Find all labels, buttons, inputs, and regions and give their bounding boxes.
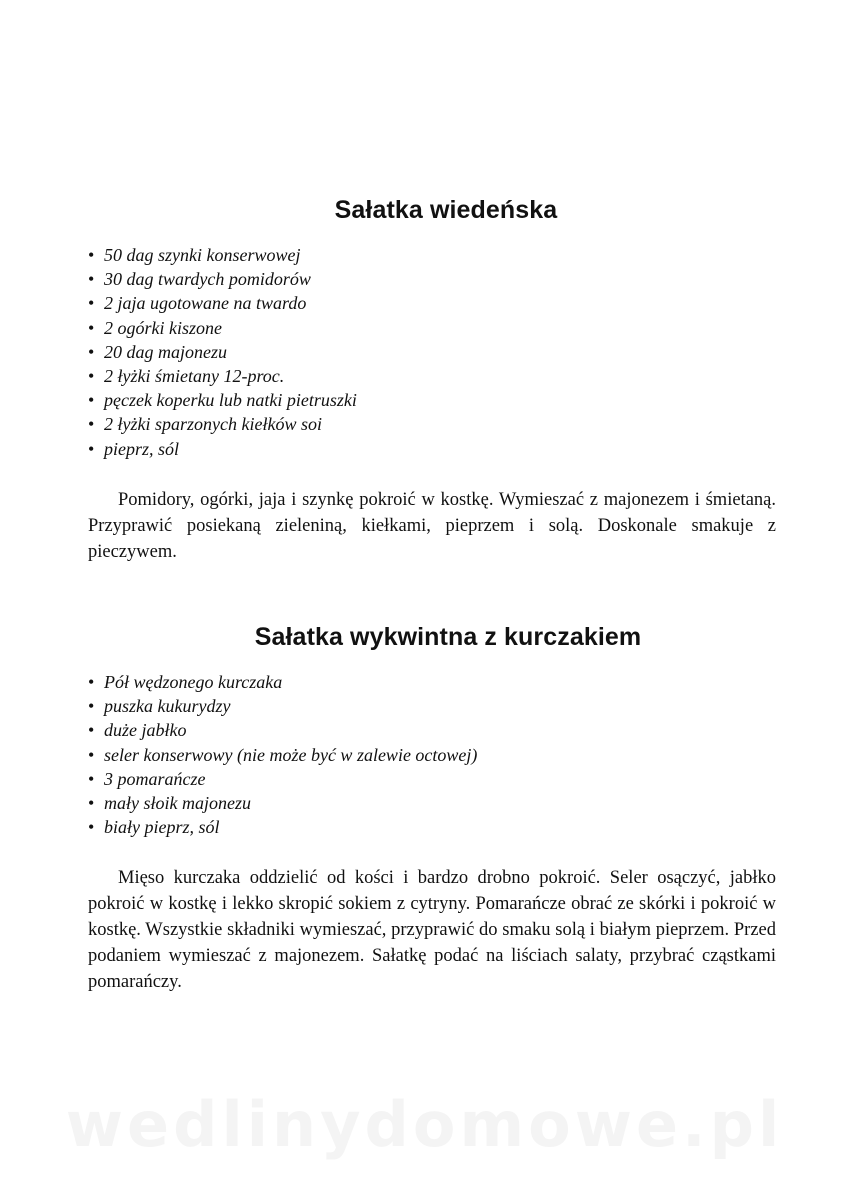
bullet-icon: • — [88, 414, 95, 435]
bullet-icon: • — [88, 438, 95, 459]
bullet-icon: • — [88, 672, 95, 692]
ingredient-item: • mały słoik majonezu — [88, 791, 788, 815]
bullet-icon: • — [88, 269, 95, 290]
ingredient-item: • pieprz, sól — [88, 437, 788, 461]
bullet-icon: • — [88, 390, 95, 411]
bullet-icon: • — [88, 366, 95, 387]
recipe-salatka-wiedenska — [88, 193, 788, 565]
ingredient-item: • puszka kukurydzy — [88, 694, 788, 718]
recipe-title: Sałatka wykwintna z kurczakiem — [254, 623, 642, 651]
bullet-icon: • — [88, 696, 95, 717]
ingredient-item: • biały pieprz, sól — [88, 815, 788, 839]
ingredient-item: • 30 dag twardych pomidorów — [88, 267, 788, 291]
ingredient-list — [88, 243, 788, 461]
recipe-method: Pomidory, ogórki, jaja i szynkę pokroić w kostkę. Wymieszać z majonezem i śmietaną. Przyprawić posiekaną zieleniną, kiełkami, pieprzem i solą. Doskonale smakuje z pieczywem. — [88, 489, 776, 562]
bullet-icon: • — [88, 793, 95, 814]
bullet-icon: • — [88, 817, 95, 838]
bullet-icon: • — [88, 317, 95, 338]
ingredient-item: • 2 łyżki sparzonych kiełków soi — [88, 412, 788, 436]
recipe-title: Sałatka wiedeńska — [334, 196, 558, 224]
recipe-salatka-wykwintna — [88, 620, 788, 995]
bullet-icon: • — [88, 744, 95, 765]
bullet-icon: • — [88, 341, 95, 362]
ingredient-item: • pęczek koperku lub natki pietruszki — [88, 388, 788, 412]
ingredient-item: • 50 dag szynki konserwowej — [88, 243, 788, 267]
recipe-method: Mięso kurczaka oddzielić od kości i bardzo drobno pokroić. Seler osączyć, jabłko pokroić w kostkę i lekko skropić sokiem z cytryny. Pomarańcze obrać ze skórki i pokroić w kostkę. Wszystkie składniki wymieszać, przyprawić do smaku solą i białym pieprzem. Przed podaniem wymieszać z majonezem. Sałatkę podać na liściach salaty, przybrać cząstkami pomarańczy. — [88, 868, 776, 993]
bullet-icon: • — [88, 245, 95, 265]
bullet-icon: • — [88, 720, 95, 741]
ingredient-item: • duże jabłko — [88, 718, 788, 742]
ingredient-item: • 20 dag majonezu — [88, 340, 788, 364]
ingredient-list — [88, 670, 788, 839]
ingredient-item: • 2 jaja ugotowane na twardo — [88, 291, 788, 315]
ingredient-item: • 2 ogórki kiszone — [88, 316, 788, 340]
bullet-icon: • — [88, 768, 95, 789]
watermark: wedlinydomowe.pl — [65, 1088, 784, 1161]
ingredient-item: • 2 łyżki śmietany 12-proc. — [88, 364, 788, 388]
bullet-icon: • — [88, 293, 95, 314]
ingredient-item: • seler konserwowy (nie może być w zalewie octowej) — [88, 743, 788, 767]
ingredient-item: • Pół wędzonego kurczaka — [88, 670, 788, 694]
ingredient-item: • 3 pomarańcze — [88, 767, 788, 791]
